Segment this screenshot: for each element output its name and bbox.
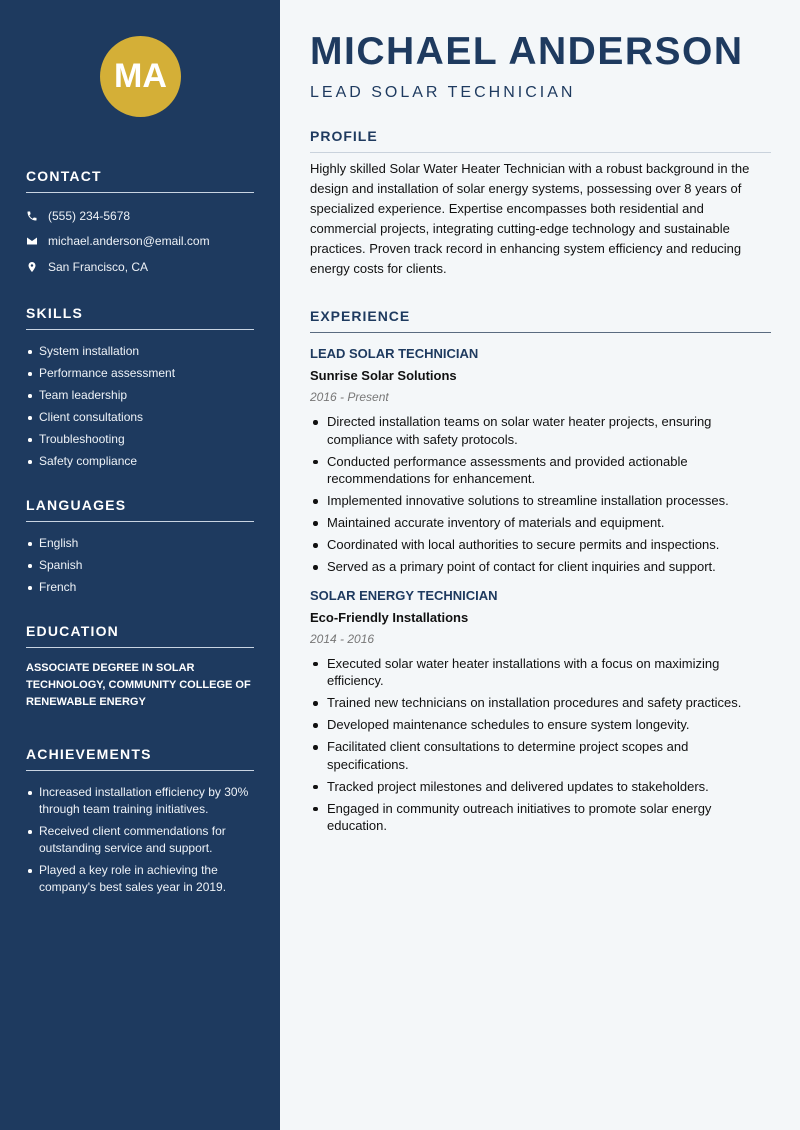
candidate-name: MICHAEL ANDERSON [310,30,744,73]
education-heading: EDUCATION [26,623,254,648]
location-text: San Francisco, CA [48,259,149,274]
skill-item: Performance assessment [26,365,254,382]
job-bullet: Conducted performance assessments and provided actionable recommendations for enhancement. [310,453,771,488]
job-bullet: Executed solar water heater installations with a focus on maximizing efficiency. [310,655,771,690]
achievements-section [26,746,254,901]
skills-section [26,305,254,475]
job-bullet: Coordinated with local authorities to secure permits and inspections. [310,536,771,554]
skill-item: Client consultations [26,409,254,426]
achievements-heading: ACHIEVEMENTS [26,746,254,771]
profile-heading: PROFILE [310,128,771,153]
job-title: LEAD SOLAR TECHNICIAN [310,346,479,361]
job-entry [310,588,771,835]
language-item: Spanish [26,557,254,574]
skill-item: Safety compliance [26,453,254,470]
contact-section [26,168,254,280]
skill-item: Troubleshooting [26,431,254,448]
phone-text: (555) 234-5678 [48,208,131,223]
contact-phone [26,203,254,229]
experience-heading: EXPERIENCE [310,308,771,333]
job-bullet: Trained new technicians on installation procedures and safety practices. [310,694,771,712]
experience-section [310,308,771,839]
job-bullet: Facilitated client consultations to determine project scopes and specifications. [310,738,771,773]
skill-item: System installation [26,343,254,360]
job-bullet: Implemented innovative solutions to streamline installation processes. [310,492,771,510]
job-company: Eco-Friendly Installations [310,609,469,625]
language-item: English [26,535,254,552]
contact-email [26,229,254,255]
education-degree: ASSOCIATE DEGREE IN SOLAR TECHNOLOGY, COMMUNITY COLLEGE OF RENEWABLE ENERGY [26,662,251,708]
education-section [26,623,254,711]
avatar: MA [100,36,181,117]
job-bullet: Served as a primary point of contact for client inquiries and support. [310,558,771,576]
achievement-item: Received client commendations for outstanding service and support. [26,823,254,857]
job-entry [310,346,771,576]
profile-text: Highly skilled Solar Water Heater Technician with a robust background in the design and installation of solar energy systems, possessing over 8 years of specialized experience. Expertise encompasses both residential and commercial projects, integrating cutting-edge technology and sustainable practices. Proven track record in enhancing system efficiency and reducing energy costs for clients. [310,161,750,276]
email-text[interactable]: michael.anderson@email.com [48,234,210,249]
languages-section [26,497,254,601]
sidebar [0,0,280,1130]
email-icon [26,235,38,247]
location-pin-icon [26,261,38,273]
job-bullet: Tracked project milestones and delivered updates to stakeholders. [310,778,771,796]
languages-heading: LANGUAGES [26,497,254,522]
job-bullet: Directed installation teams on solar water heater projects, ensuring compliance with safety protocols. [310,413,771,448]
job-dates: 2014 - 2016 [310,631,375,646]
contact-heading: CONTACT [26,168,254,193]
language-item: French [26,579,254,596]
profile-section [310,128,771,279]
job-bullet: Developed maintenance schedules to ensure system longevity. [310,716,771,734]
job-bullet: Engaged in community outreach initiatives to promote solar energy education. [310,800,771,835]
skill-item: Team leadership [26,387,254,404]
job-title: SOLAR ENERGY TECHNICIAN [310,587,498,603]
phone-icon [26,210,38,222]
achievement-item: Increased installation efficiency by 30% through team training initiatives. [26,784,254,818]
achievement-item: Played a key role in achieving the company's best sales year in 2019. [26,862,254,896]
job-dates: 2016 - Present [310,390,389,404]
contact-location [26,254,254,280]
job-company: Sunrise Solar Solutions [310,368,457,383]
job-bullet: Maintained accurate inventory of materials and equipment. [310,514,771,532]
candidate-title: LEAD SOLAR TECHNICIAN [310,84,576,101]
skills-heading: SKILLS [26,305,254,330]
